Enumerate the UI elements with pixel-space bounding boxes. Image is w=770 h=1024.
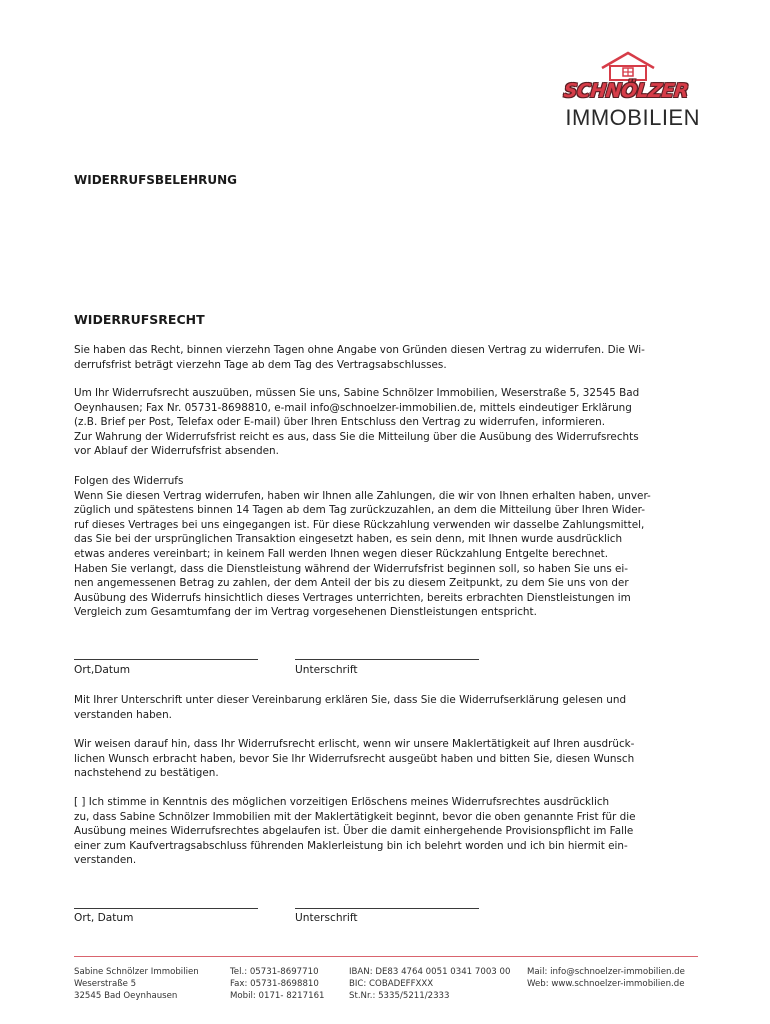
signature-line-signature-2[interactable] bbox=[295, 908, 479, 909]
signature-line-signature[interactable] bbox=[295, 659, 479, 660]
paragraph-expiry-notice: Wir weisen darauf hin, dass Ihr Widerrufsrecht erlischt, wenn wir unsere Maklertätigkeit auf Ihren ausdrück- lichen Wunsch erbracht haben, bevor Sie Ihr Widerrufsrecht ausgeübt haben und bitten Sie, diesen Wunsch nachstehend zu bestätigen. bbox=[74, 738, 635, 780]
signature-label-2: Unterschrift bbox=[295, 912, 358, 924]
logo-subtitle: IMMOBILIEN bbox=[565, 105, 700, 130]
paragraph-consequences: Folgen des Widerrufs Wenn Sie diesen Vertrag widerrufen, haben wir Ihnen alle Zahlungen, die wir von Ihnen erhalten haben, unver- züglich und spätestens binnen 14 Tagen ab dem Tag zurückzuzahlen, an dem die Mitteilung über Ihren Wider- ruf dieses Vertrages bei uns eingegangen ist. Für diese Rückzahlung verwenden wir dasselbe Zahlungsmittel, das Sie bei der ursprünglichen Transaktion eingesetzt haben, es sein denn, mit Ihnen wurde ausdrücklich etwas anderes vereinbart; in keinem Fall werden Ihnen wegen dieser Rückzahlung Entgelte berechnet. Haben Sie verlangt, dass die Dienstleistung während der Widerrufsfrist beginnen soll, so haben Sie uns ei- nen angemessenen Betrag zu zahlen, der dem Anteil der bis zu diesem Zeitpunkt, zu dem Sie uns von der Ausübung des Widerrufs hinsichtlich dieses Vertrages unterrichten, bereits erbrachten Dienstleistungen im Vergleich zum Gesamtumfang der im Vertrag vorgesehenen Dienstleistungen entspricht. bbox=[74, 475, 651, 619]
footer-divider bbox=[74, 956, 698, 957]
footer-address: Sabine Schnölzer Immobilien Weserstraße 5 32545 Bad Oeynhausen bbox=[74, 967, 199, 1001]
paragraph-right-intro: Sie haben das Recht, binnen vierzehn Tagen ohne Angabe von Gründen diesen Vertrag zu widerrufen. Die Wi- derrufsfrist beträgt vierzehn Tage ab dem Tag des Vertragsabschlusses. bbox=[74, 344, 645, 371]
company-logo bbox=[552, 50, 702, 130]
signature-line-place-date-2[interactable] bbox=[74, 908, 258, 909]
footer-contact[interactable]: Mail: info@schnoelzer-immobilien.de Web: www.schnoelzer-immobilien.de bbox=[527, 967, 685, 989]
paragraph-exercise-right: Um Ihr Widerrufsrecht auszuüben, müssen Sie uns, Sabine Schnölzer Immobilien, Weserstraße 5, 32545 Bad Oeynhausen; Fax Nr. 05731-8698810, e-mail info@schnoelzer-immobilien.de, mittels eindeutiger Erklärung (z.B. Brief per Post, Telefax oder E-mail) über Ihren Entschluss den Vertrag zu widerrufen, informieren. Zur Wahrung der Widerrufsfrist reicht es aus, dass Sie die Mitteilung über die Ausübung des Widerrufsrechts vor Ablauf der Widerrufsfrist absenden. bbox=[74, 387, 640, 458]
paragraph-acknowledgement: Mit Ihrer Unterschrift unter dieser Vereinbarung erklären Sie, dass Sie die Widerrufserklärung gelesen und verstanden haben. bbox=[74, 694, 627, 721]
logo-brand: SCHNÖLZER bbox=[562, 80, 690, 102]
document-title: WIDERRUFSBELEHRUNG bbox=[74, 173, 238, 187]
place-date-label: Ort,Datum bbox=[74, 664, 131, 676]
house-icon bbox=[598, 50, 658, 82]
footer-phone: Tel.: 05731-8697710 Fax: 05731-8698810 Mobil: 0171- 8217161 bbox=[230, 967, 325, 1001]
signature-label: Unterschrift bbox=[295, 664, 358, 676]
place-date-label-2: Ort, Datum bbox=[74, 912, 134, 924]
section-title: WIDERRUFSRECHT bbox=[74, 312, 205, 327]
paragraph-consent-checkbox[interactable]: [ ] Ich stimme in Kenntnis des möglichen vorzeitigen Erlöschens meines Widerrufsrechtes ausdrücklich zu, dass Sabine Schnölzer Immobilien mit der Maklertätigkeit beginnt, bevor die oben genannte Frist für die Ausübung meines Widerrufsrechtes abgelaufen ist. Über die damit einhergehende Provisionspflicht im Falle einer zum Kaufvertragsabschluss führenden Maklerleistung bin ich belehrt worden und ich bin hiermit ein- verstanden. bbox=[74, 796, 636, 867]
signature-line-place-date[interactable] bbox=[74, 659, 258, 660]
footer-bank: IBAN: DE83 4764 0051 0341 7003 00 BIC: COBADEFFXXX St.Nr.: 5335/5211/2333 bbox=[349, 967, 511, 1001]
